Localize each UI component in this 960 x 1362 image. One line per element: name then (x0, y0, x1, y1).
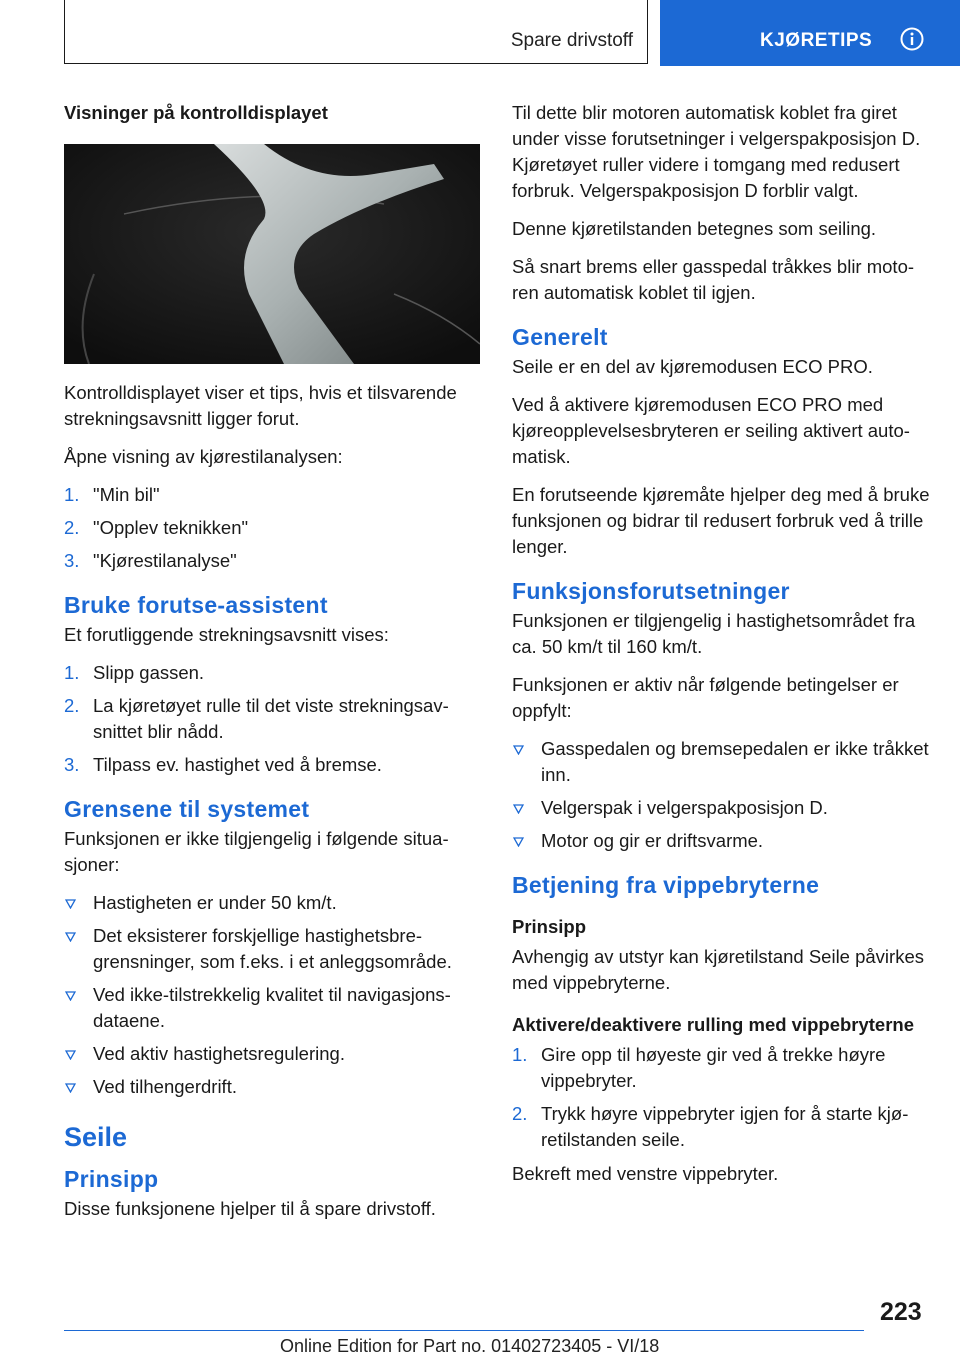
paragraph: Seile er en del av kjøremodusen ECO PRO. (512, 356, 873, 377)
subheading: Aktivere/deaktivere rulling med vippebryterne (512, 1014, 915, 1035)
list-item: Motor og gir er driftsvarme. (512, 828, 932, 854)
rolling-steps-list (512, 1042, 932, 1153)
info-icon (900, 27, 924, 51)
paragraph: Funksjonen er aktiv når følgende betingelser er oppfylt: (512, 674, 899, 721)
triangle-bullet-icon (65, 932, 76, 942)
prinsipp-paragraph: Disse funksjonene hjelper til å spare drivstoff. (64, 1198, 436, 1219)
page-header (0, 0, 960, 66)
road-illustration (64, 144, 480, 364)
chapter-title: KJØRETIPS (760, 30, 873, 51)
paragraph: En forutseende kjøremåte hjelper deg med å bruke funksjonen og bidrar til redusert forbruk ved å trille lenger. (512, 484, 930, 557)
triangle-bullet-icon (65, 1083, 76, 1093)
triangle-bullet-icon (65, 899, 76, 909)
section-title: Spare drivstoff (510, 30, 633, 51)
page-number: 223 (880, 1298, 922, 1326)
paragraph: Så snart brems eller gasspedal tråkkes blir motoren automatisk koblet til igjen. (512, 256, 915, 303)
list-item: 1. Gire opp til høyeste gir ved å trekke høyre vippebryter. (512, 1044, 886, 1091)
paragraph: Funksjonen er tilgjengelig i hastighetsområdet fra ca. 50 km/t til 160 km/t. (512, 610, 916, 657)
section-tab (64, 0, 648, 64)
list-item: Det eksisterer forskjellige hastighetsbregrensninger, som f.eks. i et anleggsområde. (64, 923, 484, 975)
subheading: Prinsipp (512, 916, 587, 937)
conditions-list (512, 736, 932, 854)
list-item: Ved aktiv hastighetsregulering. (64, 1041, 484, 1067)
triangle-bullet-icon (513, 745, 524, 755)
list-item: 2. La kjøretøyet rulle til det viste strekningsavsnittet blir nådd. (64, 695, 449, 742)
forutse-paragraph: Et forutliggende strekningsavsnitt vises: (64, 624, 389, 645)
section-heading: Funksjonsforutsetninger (512, 578, 790, 604)
grensene-paragraph: Funksjonen er ikke tilgjengelig i følgende situasjoner: (64, 828, 449, 875)
chapter-tab (660, 0, 960, 66)
list-item: 3. "Kjørestilanalyse" (64, 550, 237, 571)
list-item: Hastigheten er under 50 km/t. (64, 890, 484, 916)
section-heading: Bruke forutse-assistent (64, 592, 328, 618)
menu-path-list (64, 482, 484, 574)
list-item: 1. "Min bil" (64, 484, 160, 505)
list-item: Ved tilhengerdrift. (64, 1074, 484, 1100)
section-heading: Grensene til systemet (64, 796, 310, 822)
right-column (512, 100, 932, 1199)
paragraph: Avhengig av utstyr kan kjøretilstand Seile påvirkes med vippebryterne. (512, 946, 924, 993)
open-view-paragraph: Åpne visning av kjørestilanalysen: (64, 446, 343, 467)
footer-divider (64, 1330, 864, 1331)
list-item: Velgerspak i velgerspakposisjon D. (512, 795, 932, 821)
limits-list (64, 890, 484, 1100)
section-heading: Prinsipp (64, 1166, 159, 1192)
list-item: 3. Tilpass ev. hastighet ved å bremse. (64, 754, 382, 775)
section-heading: Betjening fra vippebryterne (512, 872, 820, 898)
footer-edition (280, 1336, 659, 1357)
display-heading: Visninger på kontrolldisplayet (64, 102, 328, 123)
left-column (64, 100, 484, 1234)
list-item: 2. "Opplev teknikken" (64, 517, 249, 538)
chapter-heading: Seile (64, 1122, 128, 1152)
forutse-steps-list (64, 660, 484, 778)
paragraph: Bekreft med venstre vippebryter. (512, 1163, 779, 1184)
paragraph: Til dette blir motoren automatisk koblet fra giret under visse forutsetninger i velgerspakposisjon D. Kjøretøyet ruller videre i tomgang med redusert forbruk. Velgerspakposisjon D forblir valgt. (512, 102, 921, 201)
list-item: 1. Slipp gassen. (64, 662, 205, 683)
list-item: Ved ikke-tilstrekkelig kvalitet til navigasjonsdataene. (64, 982, 484, 1034)
triangle-bullet-icon (513, 804, 524, 814)
display-paragraph: Kontrolldisplayet viser et tips, hvis et tilsvarende strekningsavsnitt ligger forut. (64, 382, 457, 429)
list-item: Gasspedalen og bremsepedalen er ikke tråkket inn. (512, 736, 932, 788)
section-heading: Generelt (512, 324, 608, 350)
paragraph: Denne kjøretilstanden betegnes som seiling. (512, 218, 877, 239)
triangle-bullet-icon (513, 837, 524, 847)
edition-text: Online Edition for Part no. 01402723405 - VI/18 (280, 1336, 660, 1356)
road-display-figure (64, 144, 480, 364)
list-item: 2. Trykk høyre vippebryter igjen for å starte kjøretilstanden seile. (512, 1103, 909, 1150)
triangle-bullet-icon (65, 991, 76, 1001)
paragraph: Ved å aktivere kjøremodusen ECO PRO med kjøreopplevelsesbryteren er seiling aktivert automatisk. (512, 394, 910, 467)
triangle-bullet-icon (65, 1050, 76, 1060)
